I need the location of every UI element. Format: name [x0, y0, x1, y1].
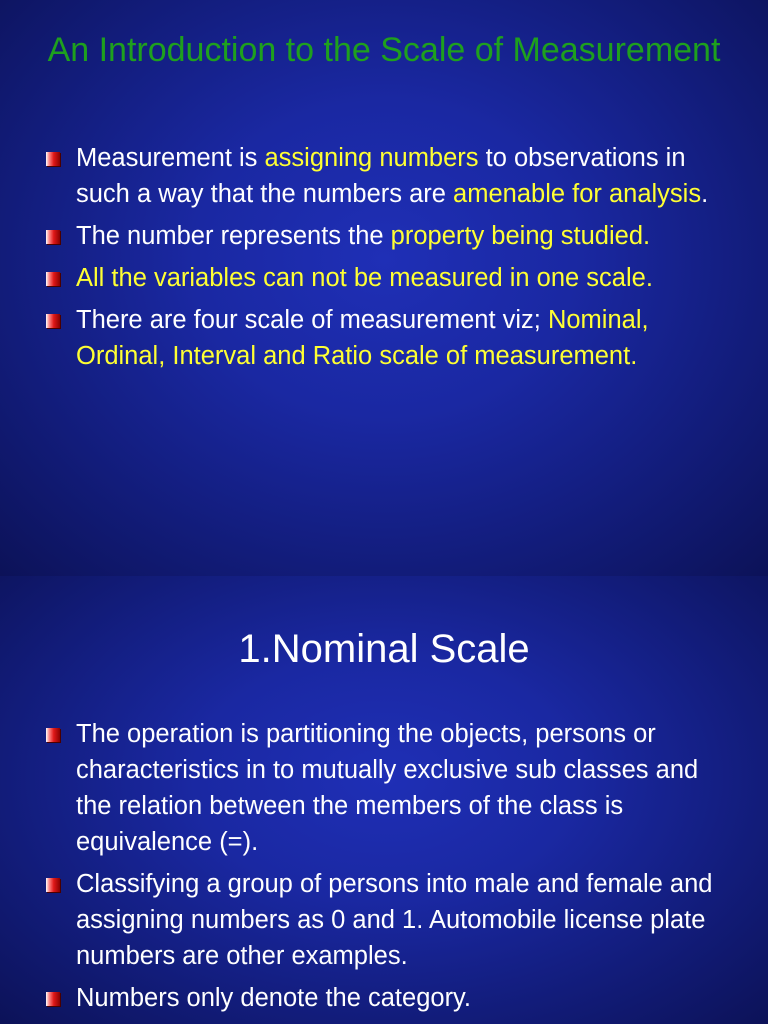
- square-bullet-icon: [46, 230, 60, 244]
- square-bullet-icon: [46, 728, 60, 742]
- square-bullet-icon: [46, 272, 60, 286]
- slide-nominal-scale: [0, 576, 768, 1024]
- highlighted-text: property being studied.: [390, 222, 651, 250]
- highlighted-text: Nominal, Ordinal, Interval and Ratio scale of measurement.: [76, 306, 649, 370]
- text-segment: Measurement is: [76, 144, 265, 172]
- bullet-text: Numbers only denote the category.: [76, 984, 472, 1012]
- bullet-item: [0, 260, 768, 296]
- highlighted-text: assigning numbers: [264, 144, 479, 172]
- bullet-item: [0, 140, 768, 212]
- bullet-text: Classifying a group of persons into male and female and assigning numbers as 0 and 1. Automobile license plate numbers are other examples.: [76, 870, 713, 970]
- bullet-item: [0, 716, 768, 860]
- text-segment: to observations in such a way that the numbers are: [76, 144, 686, 208]
- highlighted-text: All the variables can not be measured in one scale.: [76, 264, 653, 292]
- bullet-list: [0, 140, 768, 374]
- text-segment: The number represents the: [76, 222, 391, 250]
- bullet-item: [0, 218, 768, 254]
- square-bullet-icon: [46, 992, 60, 1006]
- bullet-item: [0, 302, 768, 374]
- slide-title: 1.Nominal Scale: [238, 627, 530, 671]
- text-segment: .: [701, 180, 709, 208]
- square-bullet-icon: [46, 314, 60, 328]
- bullet-item: [0, 866, 768, 974]
- bullet-item: [0, 980, 768, 1016]
- square-bullet-icon: [46, 152, 60, 166]
- bullet-text: [76, 306, 649, 370]
- bullet-text: The operation is partitioning the objects, persons or characteristics in to mutually exclusive sub classes and the relation between the members of the class is equivalence (=).: [76, 720, 699, 856]
- bullet-list: [0, 716, 768, 1016]
- text-segment: There are four scale of measurement viz;: [76, 306, 548, 334]
- square-bullet-icon: [46, 878, 60, 892]
- bullet-text: [76, 144, 708, 208]
- bullet-text: [76, 264, 653, 292]
- bullet-text: [76, 222, 650, 250]
- slide-title: An Introduction to the Scale of Measurement: [47, 31, 721, 69]
- highlighted-text: amenable for analysis: [453, 180, 702, 208]
